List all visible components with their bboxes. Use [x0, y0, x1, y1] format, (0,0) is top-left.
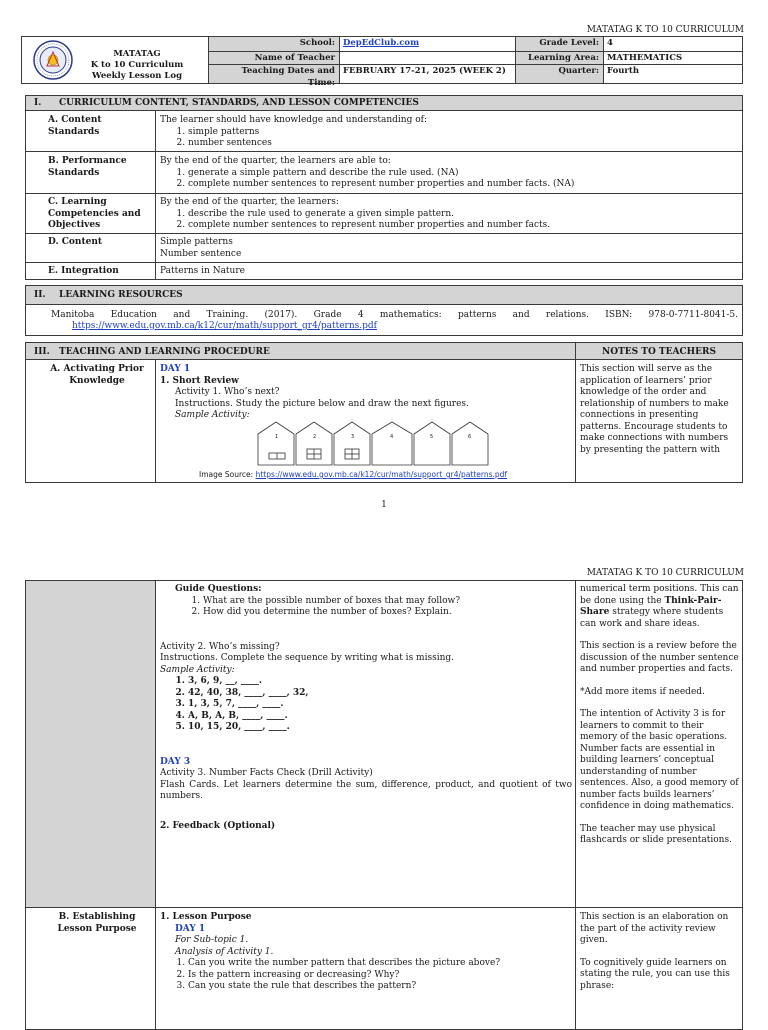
- quarter-label: Quarter:: [558, 66, 599, 76]
- analysis-question: 2. Is the pattern increasing or decreasing? Why?: [188, 970, 572, 982]
- guide-question: 1. What are the possible number of boxes that may follow?: [203, 596, 572, 608]
- guide-activities-cell: [160, 584, 572, 832]
- notes-add-items: *Add more items if needed.: [580, 686, 705, 697]
- resource-link[interactable]: https://www.edu.gov.mb.ca/k12/cur/math/support_gr4/patterns.pdf: [72, 321, 377, 331]
- house-number: 1: [275, 434, 279, 440]
- activity-3-text: Flash Cards. Let learners determine the sum, difference, product, and quotient of two numbers.: [160, 779, 572, 801]
- curriculum-label: MATATAG K TO 10 CURRICULUM: [586, 568, 744, 578]
- content-cell: Simple patterns Number sentence: [160, 237, 242, 259]
- day-3-label: DAY 3: [160, 756, 191, 767]
- page-number: 1: [381, 500, 387, 510]
- establishing-cell: [160, 912, 572, 993]
- short-review-heading: 1. Short Review: [160, 375, 239, 386]
- grade-value: 4: [607, 38, 613, 48]
- area-label: Learning Area:: [528, 53, 599, 63]
- content-label: D. Content: [48, 237, 103, 247]
- image-source-line: Image Source: https://www.edu.gov.mb.ca/k12/cur/math/support_gr4/patterns.pdf: [199, 470, 508, 479]
- feedback-heading: 2. Feedback (Optional): [160, 820, 276, 831]
- integration-value: Patterns in Nature: [160, 266, 245, 276]
- section-1-number: I.: [34, 98, 42, 108]
- notes-to-teachers-title: NOTES TO TEACHERS: [602, 347, 716, 357]
- resource-citation: Manitoba Education and Training. (2017). Grade 4 mathematics: patterns and relations. ISBN: 978-0-7711-8041-5.: [51, 310, 738, 320]
- guide-question: 2. How did you determine the number of boxes? Explain.: [203, 607, 572, 619]
- establishing-label: B. Establishing Lesson Purpose: [57, 912, 137, 934]
- content-standards-label: A. Content Standards: [48, 115, 102, 137]
- sequence-item: 1. 3, 6, 9, __, ____.: [188, 676, 572, 688]
- activity-2-title: Activity 2. Who’s missing?: [160, 641, 280, 652]
- activity-1-title: Activity 1. Who’s next?: [175, 387, 280, 397]
- notes-flashcards: The teacher may use physical flashcards or slide presentations.: [580, 823, 732, 845]
- houses-pattern-figure: [256, 420, 496, 466]
- content-standards-cell: The learner should have knowledge and understanding of: 1. simple patterns 2. number sentences: [160, 115, 738, 150]
- activating-label: A. Activating Prior Knowledge: [50, 364, 144, 386]
- sample-activity-label: Sample Activity:: [160, 664, 235, 675]
- image-source-link[interactable]: https://www.edu.gov.mb.ca/k12/cur/math/support_gr4/patterns.pdf: [255, 470, 508, 479]
- analysis-question: 3. Can you state the rule that describes the pattern?: [188, 981, 572, 993]
- activating-cell: [160, 364, 572, 422]
- analysis-question: 1. Can you write the number pattern that describes the picture above?: [188, 958, 572, 970]
- house-number: 3: [351, 434, 355, 440]
- activating-notes: This section will serve as the application of learners’ prior knowledge of the order and relationship of numbers to make connections in presenting patterns. Encourage students to make connections with numbers by presenting the pattern with: [580, 364, 729, 455]
- area-value: MATHEMATICS: [607, 53, 683, 63]
- section-2-number: II.: [34, 290, 46, 300]
- house-number: 6: [468, 434, 472, 440]
- sequence-item: 2. 42, 40, 38, ____, ____, 32,: [188, 688, 572, 700]
- dates-label: Teaching Dates and Time:: [241, 66, 335, 88]
- sequence-item: 3. 1, 3, 5, 7, ____, ____.: [188, 699, 572, 711]
- sequence-item: 5. 10, 15, 20, ____, ____.: [188, 722, 572, 734]
- school-link[interactable]: DepEdClub.com: [343, 38, 420, 48]
- day-1-label: DAY 1: [175, 923, 206, 934]
- day-1-label: DAY 1: [160, 364, 191, 374]
- activity-3-title: Activity 3. Number Facts Check (Drill Activity): [160, 768, 373, 778]
- establishing-notes: This section is an elaboration on the part of the activity review given. To cognitively guide learners on stating the rule, you can use this phrase:: [580, 912, 730, 991]
- house-number: 4: [390, 434, 394, 440]
- notes-think-pair-share: numerical term positions. This can be done using the Think-Pair-Share strategy where students can work and share ideas.: [580, 584, 739, 629]
- house-number: 2: [313, 434, 317, 440]
- dates-value: FEBRUARY 17-21, 2025 (WEEK 2): [343, 66, 506, 76]
- integration-label: E. Integration: [48, 266, 119, 276]
- empty-label-cell: [26, 581, 155, 907]
- notes-review: This section is a review before the discussion of the number sentence and number properties and facts.: [580, 641, 739, 674]
- analysis-label: Analysis of Activity 1.: [175, 946, 274, 957]
- school-label: School:: [299, 38, 335, 48]
- notes-activity-3: The intention of Activity 3 is for learners to commit to their memory of the basic operations. Number facts are essential in building learners’ conceptual understanding of number sentences. Also, a good memory of number facts builds learners’ confidence in doing mathematics.: [580, 709, 739, 811]
- section-1-title: CURRICULUM CONTENT, STANDARDS, AND LESSON COMPETENCIES: [59, 98, 419, 108]
- performance-standards-cell: By the end of the quarter, the learners are able to: 1. generate a simple pattern and describe the rule used. (NA) 2. complete number sentences to represent number properties and number facts. (NA): [160, 156, 738, 191]
- activity-1-instructions: Instructions. Study the picture below and draw the next figures.: [175, 398, 469, 409]
- notes-column: [580, 584, 740, 847]
- teacher-label: Name of Teacher: [254, 53, 335, 63]
- activity-2-instructions: Instructions. Complete the sequence by writing what is missing.: [160, 653, 454, 663]
- curriculum-label: MATATAG K TO 10 CURRICULUM: [586, 25, 744, 35]
- sequence-item: 4. A, B, A, B, ____, ____.: [188, 711, 572, 723]
- house-number: 5: [430, 434, 434, 440]
- competencies-cell: By the end of the quarter, the learners: 1. describe the rule used to generate a given simple pattern. 2. complete number sentences to represent number properties and number facts.: [160, 197, 738, 232]
- lesson-purpose-heading: 1. Lesson Purpose: [160, 912, 252, 922]
- competencies-label: C. Learning Competencies and Objectives: [48, 197, 141, 230]
- deped-seal-logo: [33, 40, 73, 80]
- grade-label: Grade Level:: [539, 38, 599, 48]
- sample-activity-label: Sample Activity:: [175, 410, 250, 420]
- subtopic-label: For Sub-topic 1.: [175, 935, 249, 945]
- quarter-value: Fourth: [607, 66, 640, 76]
- guide-questions-title: Guide Questions:: [175, 584, 262, 594]
- section-3-number: III.: [34, 347, 50, 357]
- section-2-title: LEARNING RESOURCES: [59, 290, 183, 300]
- section-3-title: TEACHING AND LEARNING PROCEDURE: [59, 347, 270, 357]
- performance-standards-label: B. Performance Standards: [48, 156, 127, 178]
- lesson-log-title: MATATAG K to 10 Curriculum Weekly Lesson Log: [90, 49, 184, 81]
